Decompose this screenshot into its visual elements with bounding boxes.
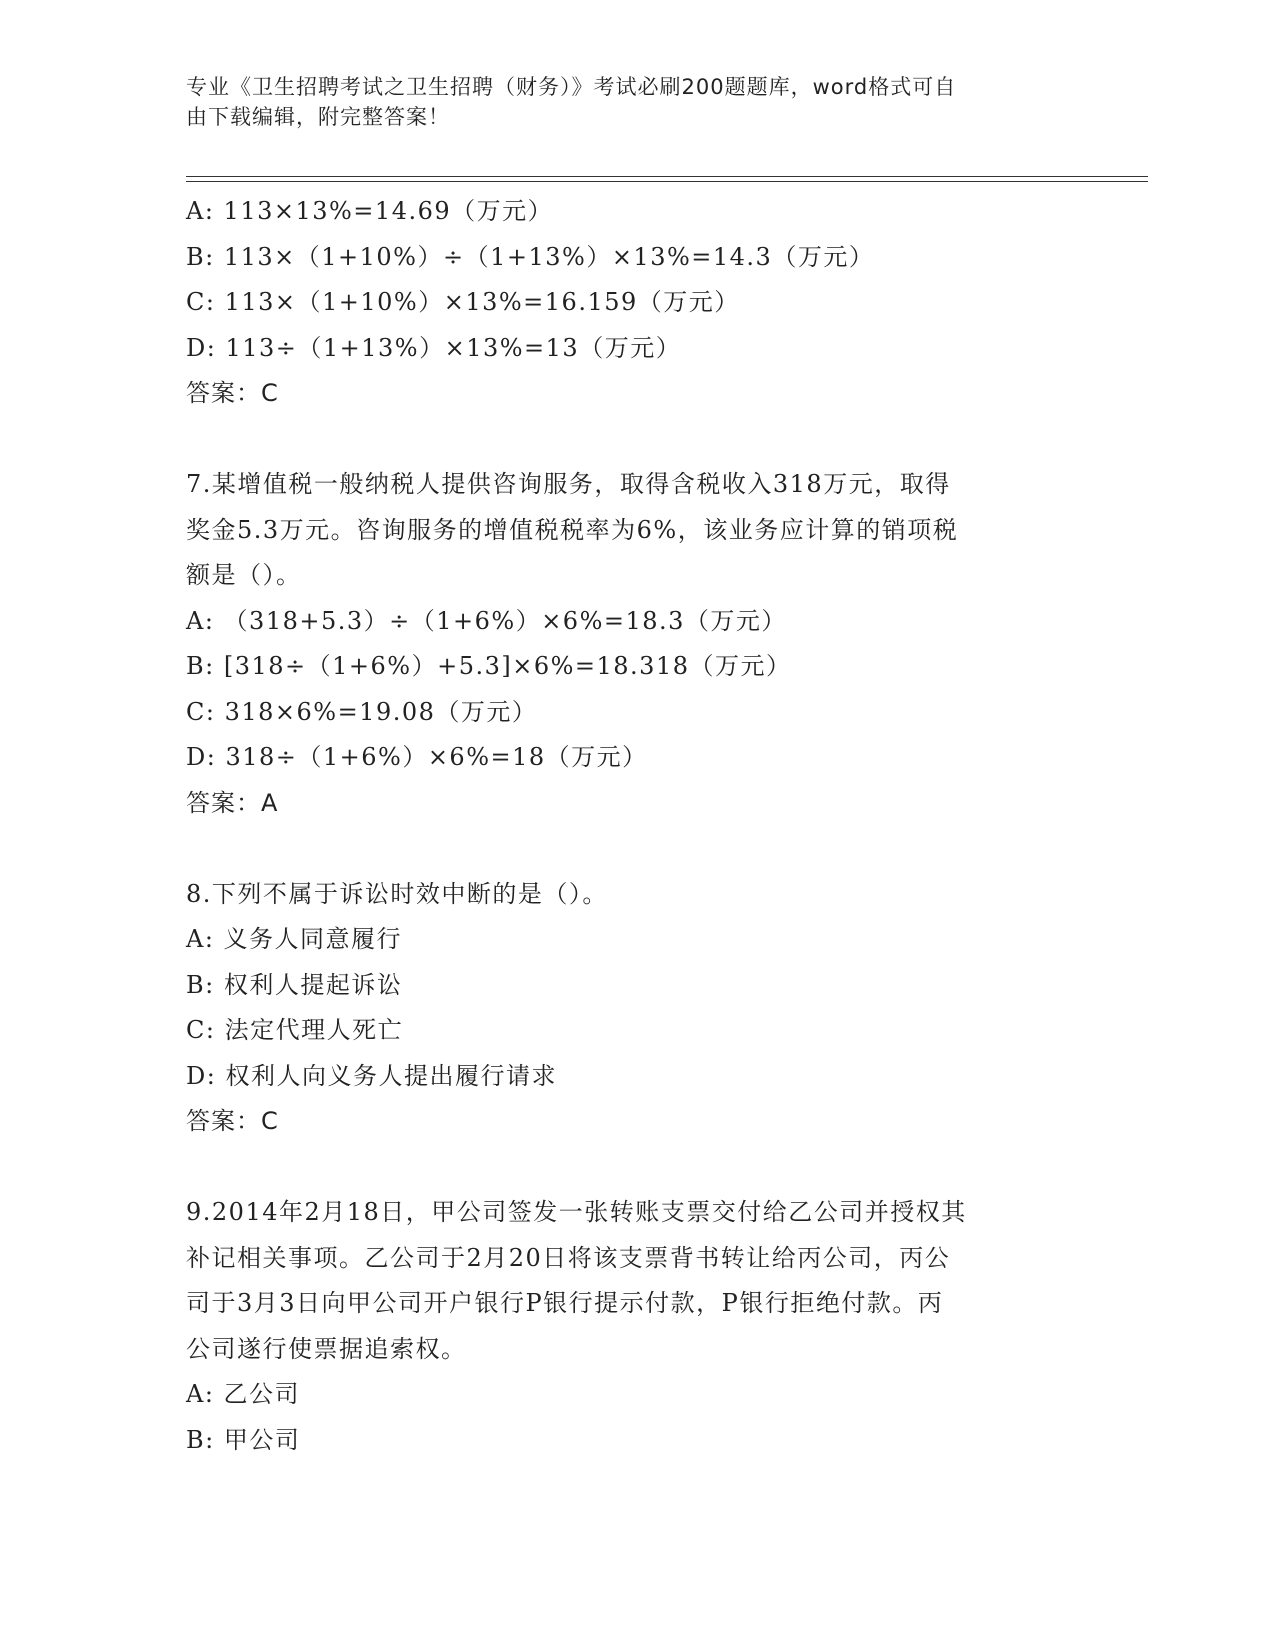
answer-line: 答案：A (186, 788, 279, 817)
option-a: A: 乙公司 (186, 1380, 301, 1408)
question-text-line: 补记相关事项。乙公司于2月20日将该支票背书转让给丙公司，丙公 (186, 1243, 951, 1272)
question-content (186, 189, 1076, 1463)
question-9-block (186, 1190, 1076, 1463)
question-text-line: 额是（）。 (186, 561, 302, 589)
spacer (186, 417, 1076, 463)
question-7-block (186, 462, 1076, 826)
question-text-line: 奖金5.3万元。咨询服务的增值税税率为6%，该业务应计算的销项税 (186, 515, 959, 544)
option-d: D: 权利人向义务人提出履行请求 (186, 1061, 557, 1090)
question-text-line: 司于3月3日向甲公司开户银行P银行提示付款，P银行拒绝付款。丙 (186, 1289, 944, 1317)
option-a: A: 113×13%=14.69（万元） (186, 197, 554, 225)
spacer (186, 1145, 1076, 1191)
option-c: C: 113×（1+10%）×13%=16.159（万元） (186, 288, 740, 316)
question-text-line: 7.某增值税一般纳税人提供咨询服务，取得含税收入318万元，取得 (186, 470, 951, 498)
question-text-line: 9.2014年2月18日，甲公司签发一张转账支票交付给乙公司并授权其 (186, 1198, 967, 1226)
question-text-line: 公司遂行使票据追索权。 (186, 1334, 467, 1363)
answer-line: 答案：C (186, 379, 279, 407)
header-rule-top (186, 176, 1148, 177)
option-c: C: 法定代理人死亡 (186, 1016, 404, 1044)
option-b: B: 权利人提起诉讼 (186, 970, 403, 999)
option-c: C: 318×6%=19.08（万元） (186, 697, 538, 726)
question-text-line: 8.下列不属于诉讼时效中断的是（）。 (186, 879, 608, 908)
option-b: B: [318÷（1+6%）+5.3]×6%=18.318（万元） (186, 652, 792, 680)
option-a: A: 义务人同意履行 (186, 925, 403, 953)
question-8-block (186, 872, 1076, 1145)
option-a: A: （318+5.3）÷（1+6%）×6%=18.3（万元） (186, 606, 787, 635)
option-b: B: 113×（1+10%）÷（1+13%）×13%=14.3（万元） (186, 242, 875, 271)
option-d: D: 113÷（1+13%）×13%=13（万元） (186, 333, 682, 362)
option-b: B: 甲公司 (186, 1425, 301, 1454)
header-line-2: 由下载编辑，附完整答案！ (186, 105, 450, 129)
header-line-1: 专业《卫生招聘考试之卫生招聘（财务）》考试必刷200题题库，word格式可自 (186, 75, 957, 99)
answer-line: 答案：C (186, 1107, 279, 1135)
spacer (186, 826, 1076, 872)
question-6-block (186, 189, 1076, 417)
option-d: D: 318÷（1+6%）×6%=18（万元） (186, 743, 648, 771)
document-header (186, 72, 1066, 132)
header-rule-bottom (186, 181, 1148, 182)
